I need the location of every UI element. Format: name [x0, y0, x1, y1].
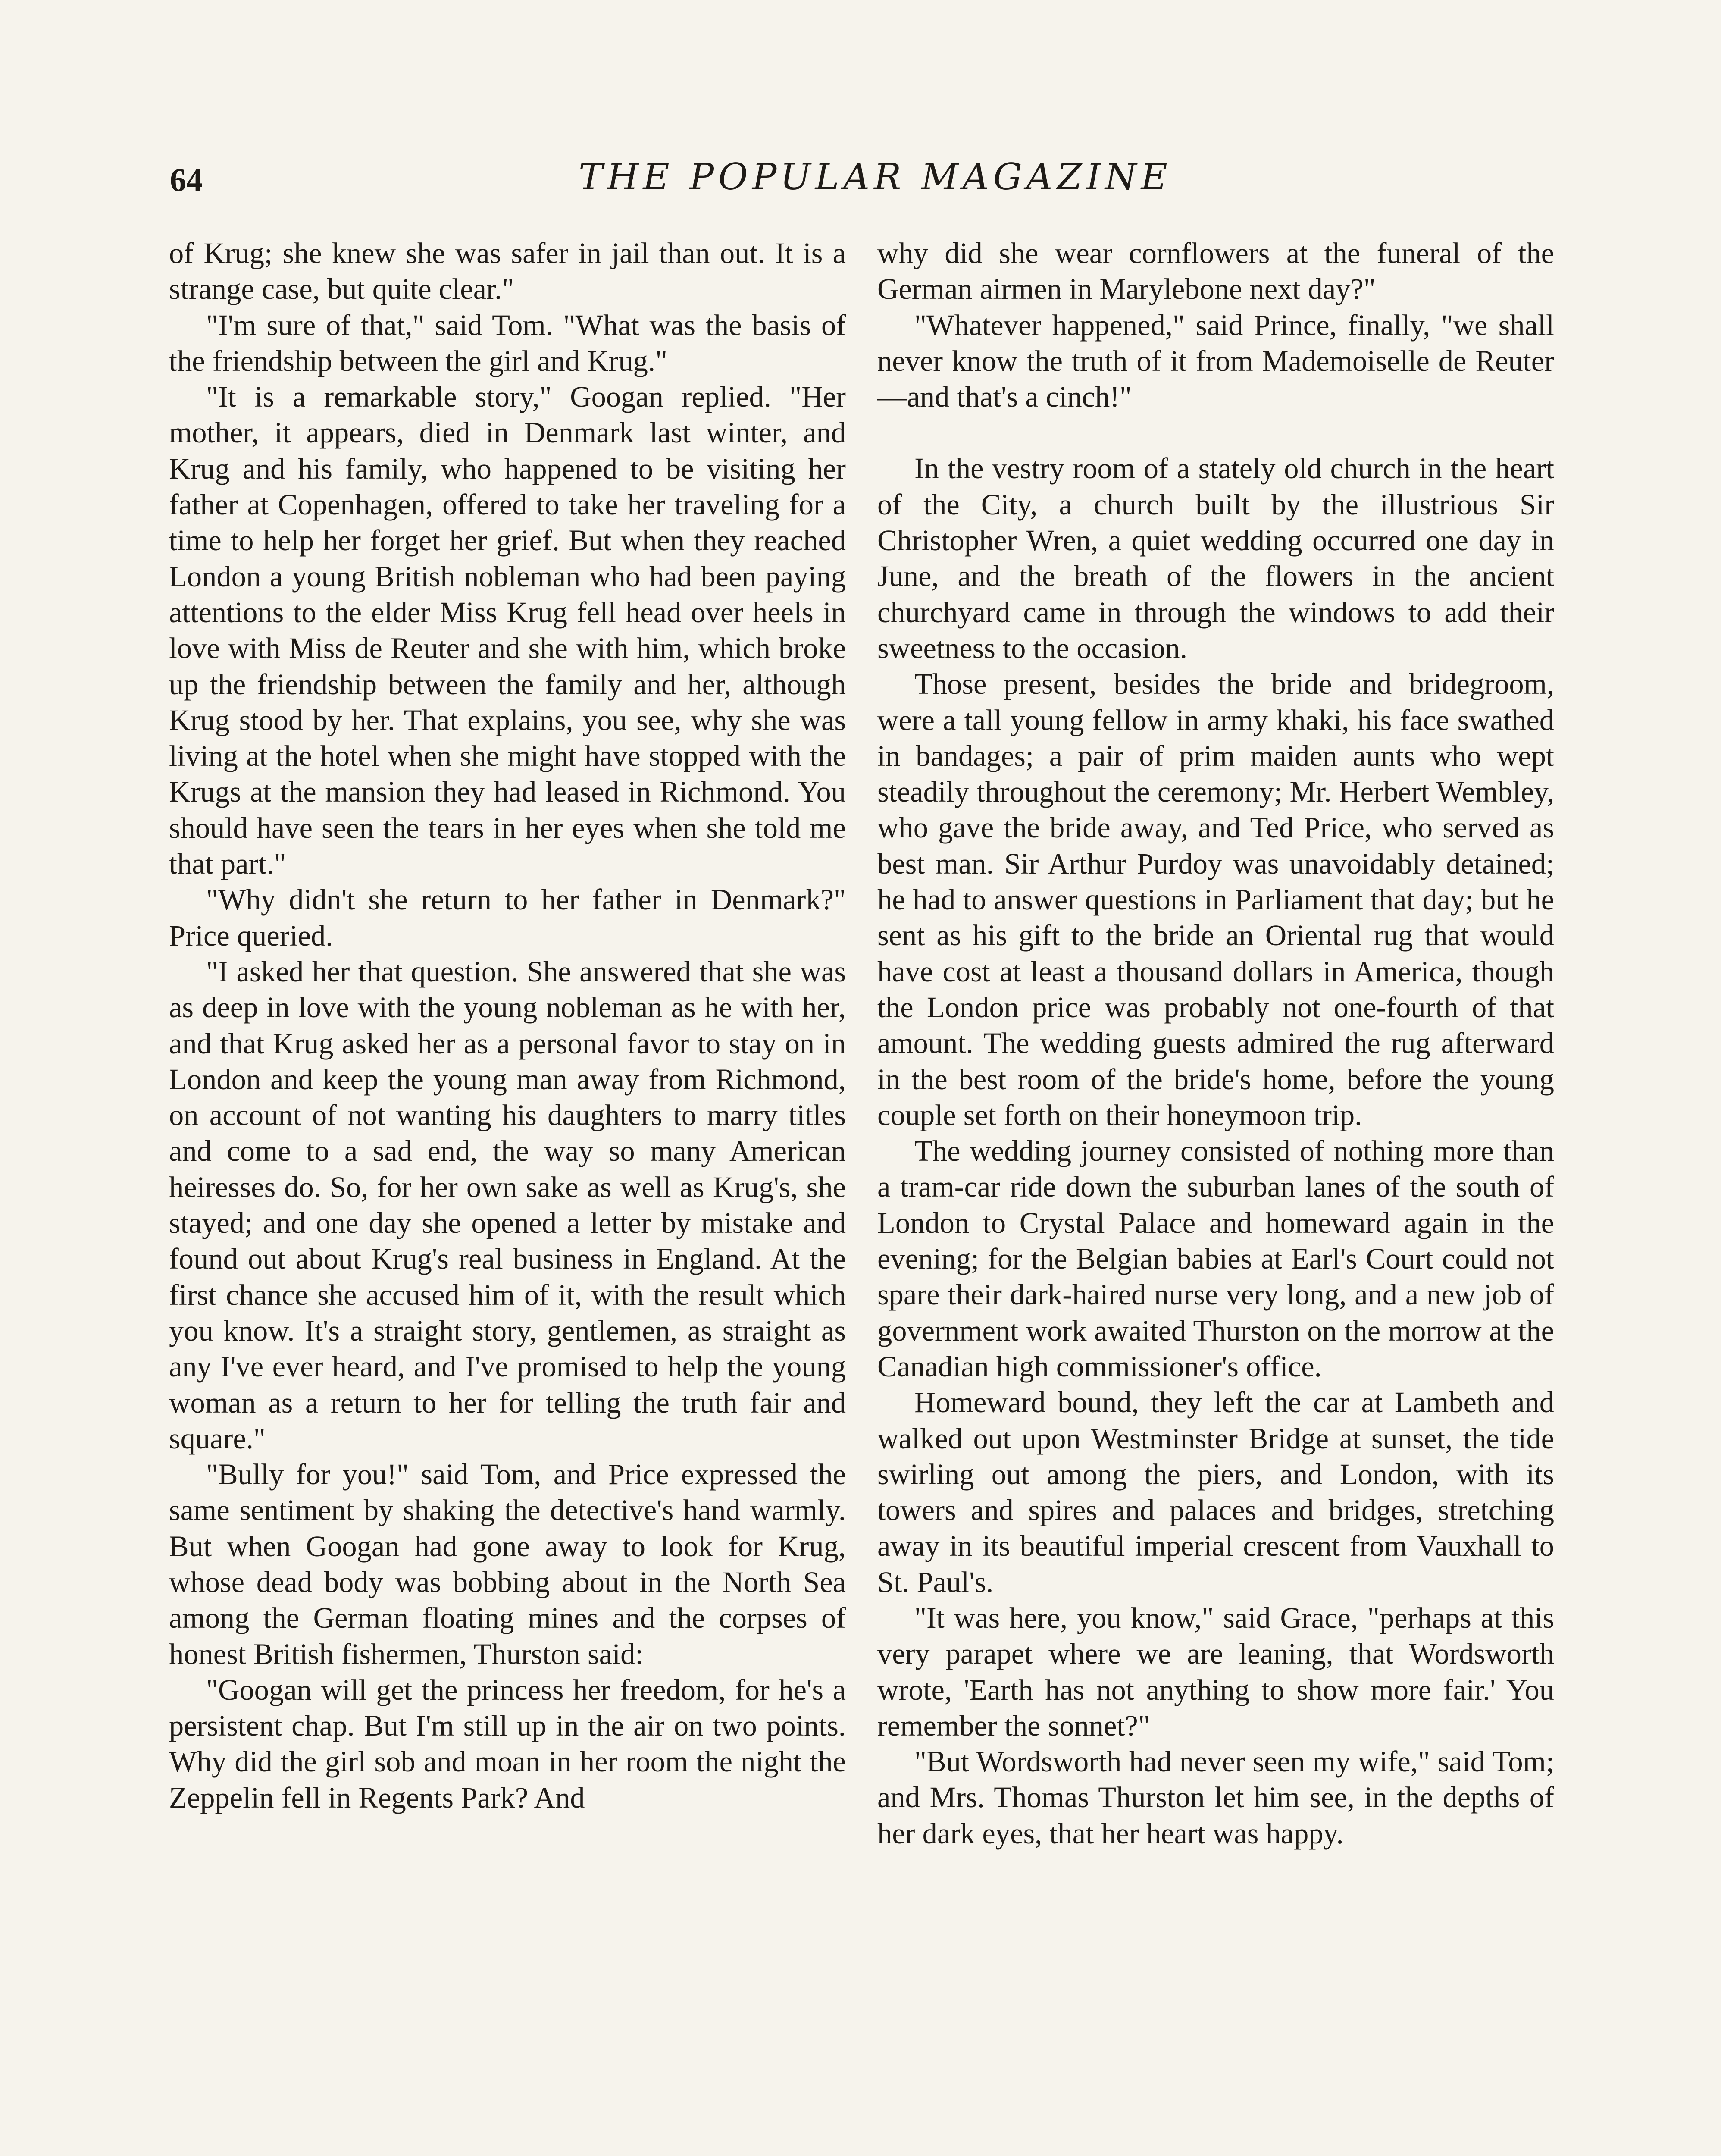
- paragraph: Homeward bound, they left the car at Lambeth and walked out upon Westminster Bridge at sunset, the tide swirling out among the piers, and London, with its towers and spires and palaces and bridges, stretching away in its beautiful imperial crescent from Vauxhall to St. Paul's.: [877, 1386, 1554, 1598]
- right-column: [877, 235, 1554, 2156]
- paragraph: "Bully for you!" said Tom, and Price expressed the same sentiment by shaking the detective's hand warmly. But when Googan had gone away to look for Krug, whose dead body was bobbing about in the North Sea among the German floating mines and the corpses of honest British fishermen, Thurston said:: [169, 1458, 846, 1670]
- left-column: [169, 235, 846, 2156]
- paragraph: Those present, besides the bride and bridegroom, were a tall young fellow in army khaki, his face swathed in bandages; a pair of prim maiden aunts who wept steadily throughout the ceremony; Mr. Herbert Wembley, who gave the bride away, and Ted Price, who served as best man. Sir Arthur Purdoy was unavoidably detained; he had to answer questions in Parliament that day; but he sent as his gift to the bride an Oriental rug that would have cost at least a thousand dollars in America, though the London price was probably not one-fourth of that amount. The wedding guests admired the rug afterward in the best room of the bride's home, before the young couple set forth on their honeymoon trip.: [877, 667, 1554, 1131]
- paragraph: why did she wear cornflowers at the funeral of the German airmen in Marylebone next day?": [877, 237, 1554, 306]
- paragraph: "Whatever happened," said Prince, finally, "we shall never know the truth of it from Mademoiselle de Reuter—and that's a cinch!": [877, 308, 1554, 414]
- paragraph: "But Wordsworth had never seen my wife," said Tom; and Mrs. Thomas Thurston let him see, in the depths of her dark eyes, that her heart was happy.: [877, 1745, 1554, 1850]
- paragraph: of Krug; she knew she was safer in jail than out. It is a strange case, but quite clear.": [169, 237, 846, 306]
- paragraph: "Why didn't she return to her father in Denmark?" Price queried.: [169, 883, 846, 952]
- paragraph: "I asked her that question. She answered that she was as deep in love with the young nobleman as he with her, and that Krug asked her as a personal favor to stay on in London and keep the young man away from Richmond, on account of not wanting his daughters to marry titles and come to a sad end, the way so many American heiresses do. So, for her own sake as well as Krug's, she stayed; and one day she opened a letter by mistake and found out about Krug's real business in England. At the first chance she accused him of it, with the result which you know. It's a straight story, gentlemen, as straight as any I've ever heard, and I've promised to help the young woman as a return to her for telling the truth fair and square.": [169, 955, 846, 1455]
- paragraph: "I'm sure of that," said Tom. "What was the basis of the friendship between the girl and Krug.": [169, 308, 846, 377]
- paragraph: "It was here, you know," said Grace, "perhaps at this very parapet where we are leaning, that Wordsworth wrote, 'Earth has not anything to show more fair.' You remember the sonnet?": [877, 1601, 1554, 1742]
- paragraph: "Googan will get the princess her freedom, for he's a persistent chap. But I'm still up in the air on two points. Why did the girl sob and moan in her room the night the Zeppelin fell in Regents Park? And: [169, 1673, 846, 1814]
- paragraph: "It is a remarkable story," Googan replied. "Her mother, it appears, died in Denmark last winter, and Krug and his family, who happened to be visiting her father at Copenhagen, offered to take her traveling for a time to help her forget her grief. But when they reached London a young British nobleman who had been paying attentions to the elder Miss Krug fell head over heels in love with Miss de Reuter and she with him, which broke up the friendship between the family and her, although Krug stood by her. That explains, you see, why she was living at the hotel when she might have stopped with the Krugs at the mansion they had leased in Richmond. You should have seen the tears in her eyes when she told me that part.": [169, 380, 846, 881]
- paragraph: In the vestry room of a stately old church in the heart of the City, a church built by the illustrious Sir Christopher Wren, a quiet wedding occurred one day in June, and the breath of the flowers in the ancient churchyard came in through the windows to add their sweetness to the occasion.: [877, 452, 1554, 664]
- paragraph: The wedding journey consisted of nothing more than a tram-car ride down the suburban lanes of the south of London to Crystal Palace and homeward again in the evening; for the Belgian babies at Earl's Court could not spare their dark-haired nurse very long, and a new job of government work awaited Thurston on the morrow at the Canadian high commissioner's office.: [877, 1134, 1554, 1383]
- running-head: THE POPULAR MAGAZINE: [579, 156, 1172, 198]
- page-number: 64: [170, 162, 203, 198]
